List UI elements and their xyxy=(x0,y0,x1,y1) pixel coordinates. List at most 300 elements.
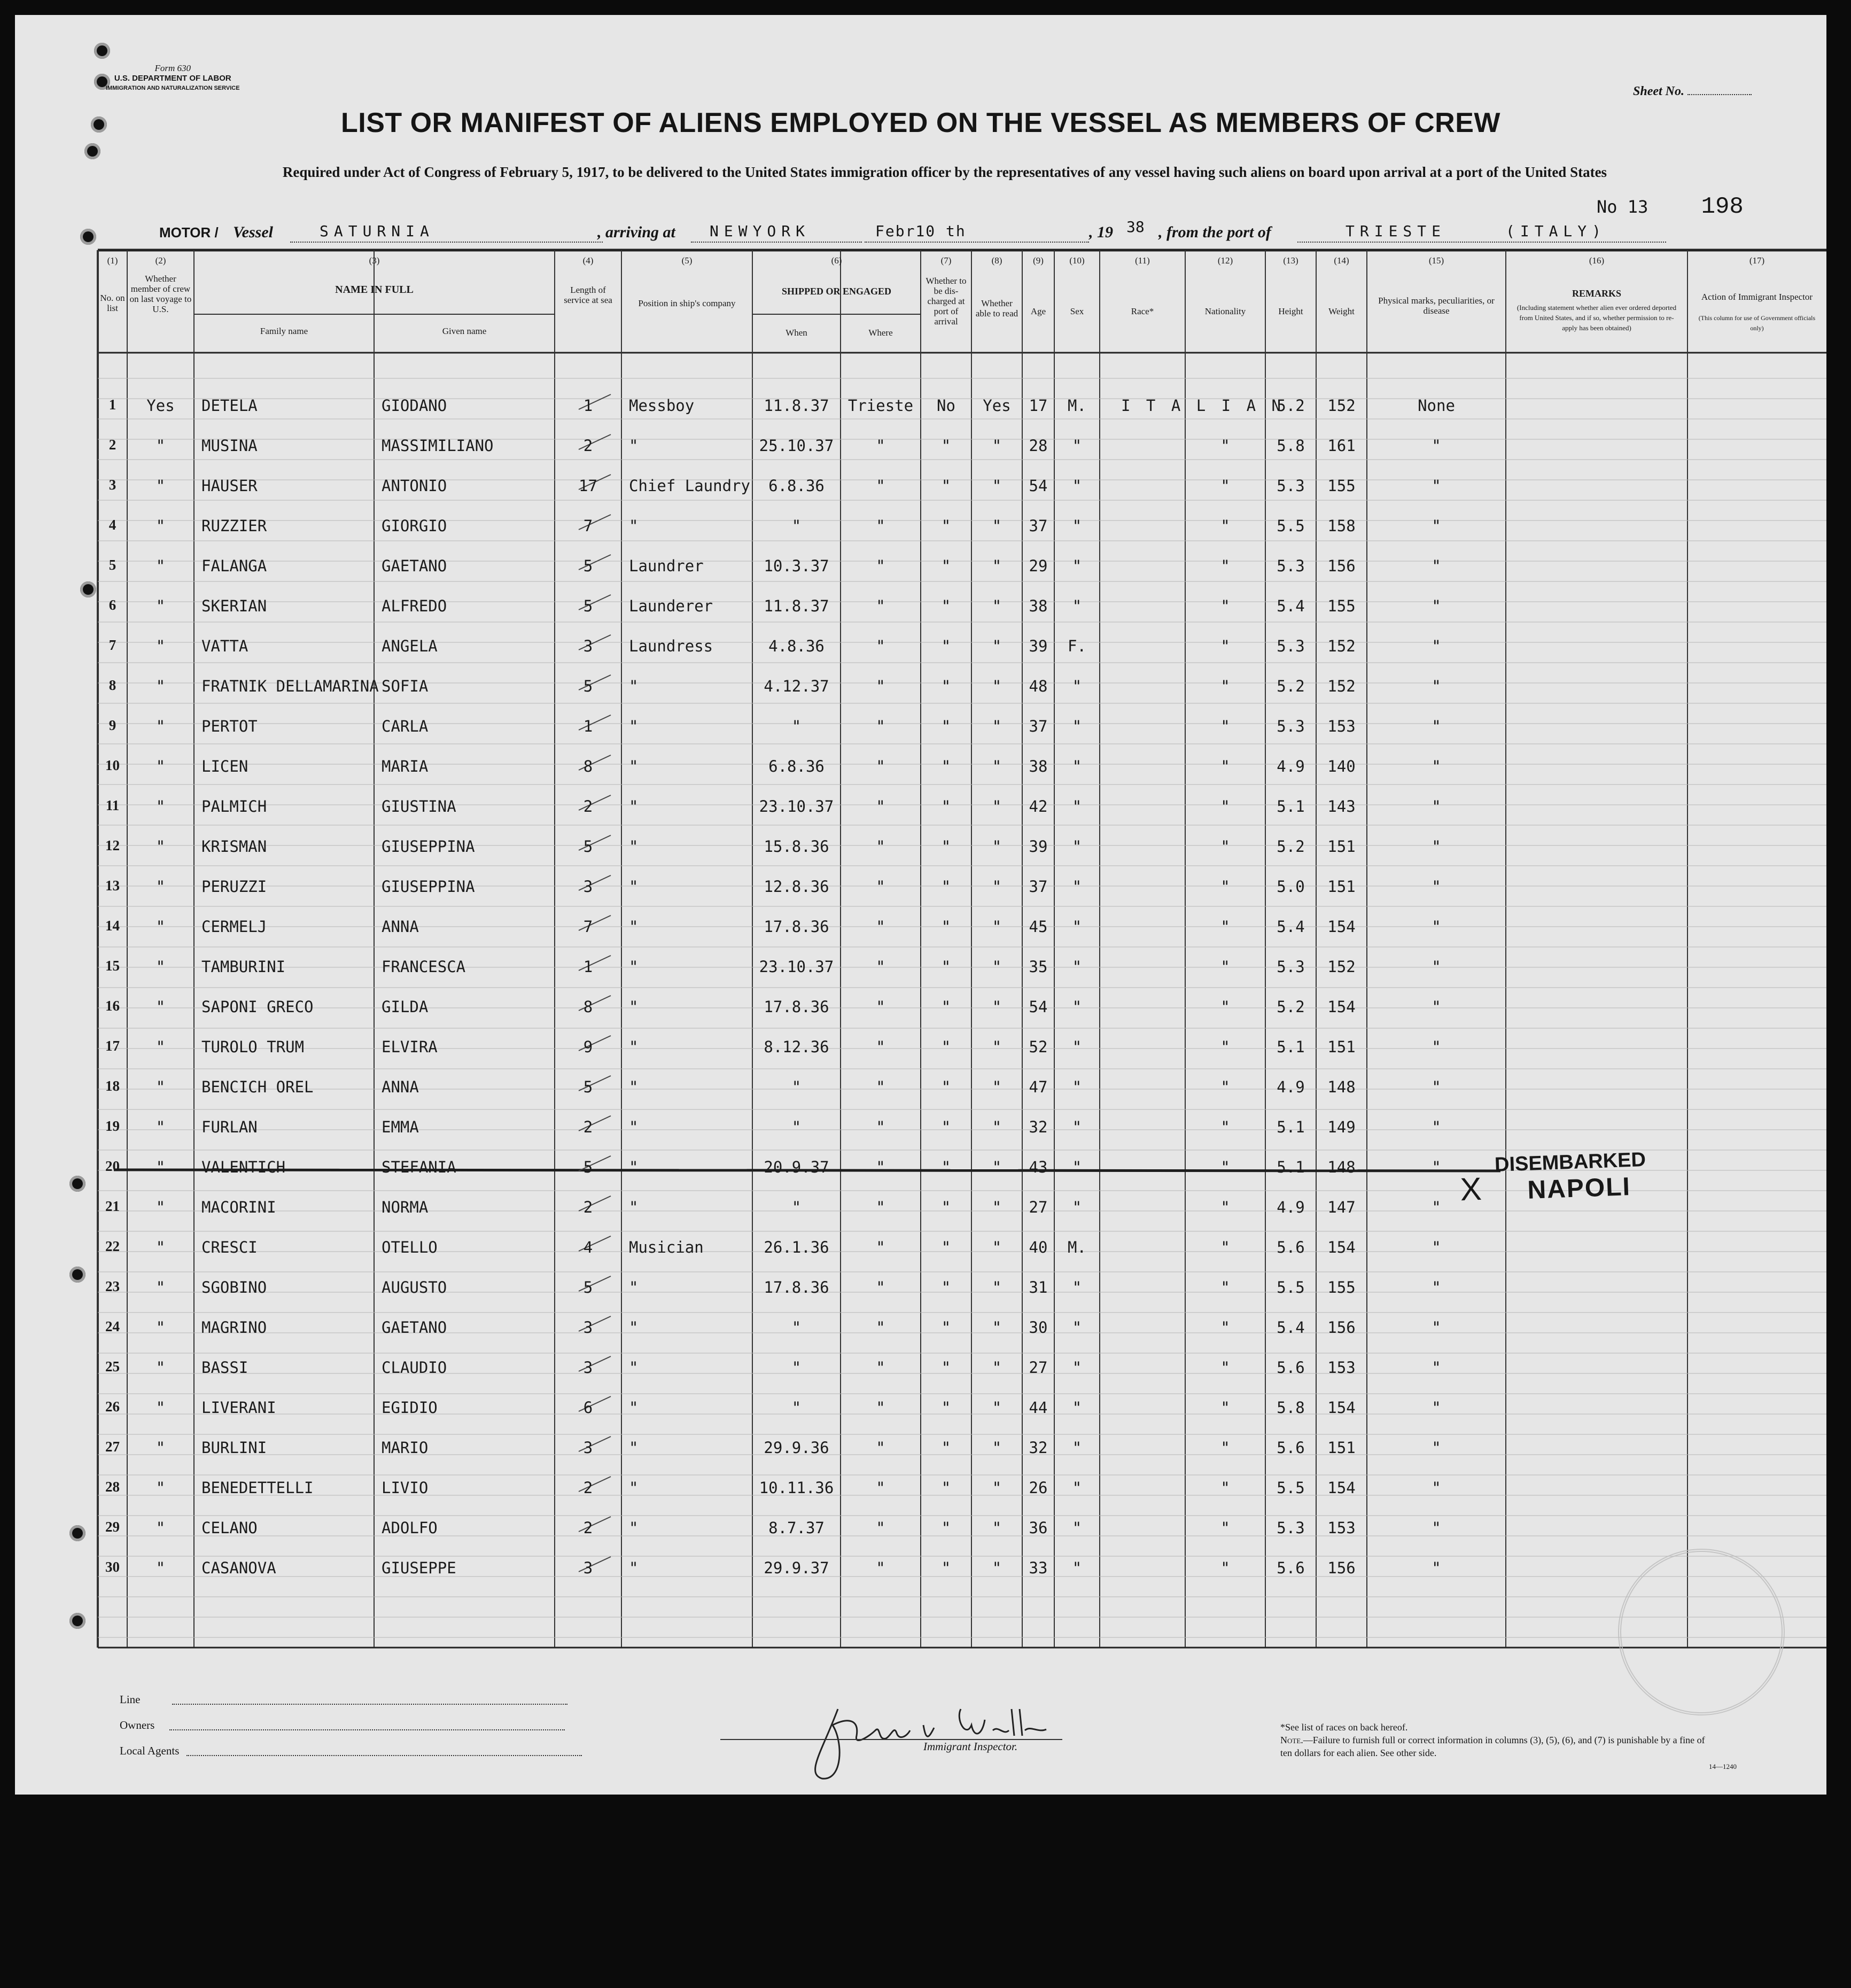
cell-no: 20 xyxy=(105,1158,120,1174)
cell-disch: " xyxy=(941,1078,951,1096)
cell-height: 5.3 xyxy=(1277,1519,1305,1537)
cell-when: 8.7.37 xyxy=(768,1519,825,1537)
cell-sex: " xyxy=(1072,677,1082,695)
cell-len: 5 xyxy=(583,597,593,615)
header-where: Where xyxy=(868,328,893,338)
column-number: (8) xyxy=(991,255,1002,266)
cell-where: " xyxy=(876,877,885,896)
cell-disch: " xyxy=(941,998,951,1016)
cell-len: 3 xyxy=(583,637,593,655)
cell-nat: " xyxy=(1220,1318,1230,1337)
cell-when: 23.10.37 xyxy=(759,797,834,816)
cell-no: 26 xyxy=(105,1399,120,1415)
cell-age: 54 xyxy=(1029,477,1048,495)
cell-sex: " xyxy=(1072,1559,1082,1577)
cell-weight: 158 xyxy=(1327,517,1356,535)
cell-age: 37 xyxy=(1029,877,1048,896)
cell-disch: " xyxy=(941,1198,951,1216)
cell-phys: " xyxy=(1432,797,1441,816)
cell-last: " xyxy=(155,1038,166,1056)
cell-where: " xyxy=(876,517,885,535)
cell-sex: " xyxy=(1072,717,1082,735)
cell-last: " xyxy=(155,958,166,976)
cell-height: 5.3 xyxy=(1277,477,1305,495)
cell-weight: 140 xyxy=(1327,757,1356,775)
cell-age: 17 xyxy=(1029,397,1048,415)
cell-given: ELVIRA xyxy=(382,1038,438,1056)
cell-no: 6 xyxy=(108,597,116,613)
cell-age: 52 xyxy=(1029,1038,1048,1056)
cell-given: MARIO xyxy=(382,1439,429,1457)
cell-read: " xyxy=(992,998,1002,1016)
cell-family: MAGRINO xyxy=(201,1318,267,1337)
cell-len: 1 xyxy=(583,717,593,735)
cell-weight: 149 xyxy=(1327,1118,1356,1136)
cell-phys: " xyxy=(1432,437,1441,455)
cell-read: " xyxy=(992,1519,1002,1537)
cell-when: " xyxy=(791,1198,802,1216)
cell-when: 25.10.37 xyxy=(759,437,834,455)
cell-where: " xyxy=(876,1198,885,1216)
inspector-caption: Immigrant Inspector. xyxy=(923,1740,1018,1753)
cell-pos: " xyxy=(629,998,639,1016)
cell-no: 2 xyxy=(108,437,116,453)
cell-where: " xyxy=(876,1078,885,1096)
cell-len: 5 xyxy=(583,557,593,575)
cell-height: 5.1 xyxy=(1277,797,1305,816)
cell-family: SGOBINO xyxy=(201,1278,267,1296)
cell-height: 5.1 xyxy=(1277,1158,1305,1176)
cell-no: 17 xyxy=(105,1038,120,1054)
cell-family: BASSI xyxy=(201,1358,248,1377)
cell-age: 37 xyxy=(1029,717,1048,735)
cell-where: " xyxy=(876,757,885,775)
cell-no: 13 xyxy=(105,877,120,894)
cell-pos: " xyxy=(629,1479,639,1497)
cell-weight: 152 xyxy=(1327,397,1356,415)
cell-where: " xyxy=(876,1158,885,1176)
cell-nat: " xyxy=(1220,1158,1230,1176)
cell-when: 26.1.36 xyxy=(764,1238,829,1256)
cell-sex: " xyxy=(1072,837,1082,856)
cell-nat: " xyxy=(1220,1439,1230,1457)
cell-phys: " xyxy=(1432,1318,1441,1337)
cell-no: 29 xyxy=(105,1519,120,1535)
cell-where: " xyxy=(876,1318,885,1337)
cell-given: GIUSEPPE xyxy=(382,1559,456,1577)
cell-height: 5.0 xyxy=(1277,877,1305,896)
cell-read: " xyxy=(992,918,1002,936)
cell-family: SKERIAN xyxy=(201,597,267,615)
cell-given: AUGUSTO xyxy=(382,1278,447,1296)
cell-last: Yes xyxy=(146,397,175,415)
cell-family: VATTA xyxy=(201,637,248,655)
cell-given: SOFIA xyxy=(382,677,429,695)
cell-given: GIUSEPPINA xyxy=(382,837,475,856)
cell-given: GIUSEPPINA xyxy=(382,877,475,896)
cell-phys: " xyxy=(1432,637,1441,655)
cell-pos: " xyxy=(629,757,639,775)
cell-where: " xyxy=(876,717,885,735)
header-weight: Weight xyxy=(1328,306,1355,316)
cell-height: 5.5 xyxy=(1277,1479,1305,1497)
cell-where: Trieste xyxy=(847,397,914,415)
cell-read: " xyxy=(992,637,1002,655)
cell-read: " xyxy=(992,717,1002,735)
cell-sex: " xyxy=(1072,918,1082,936)
cell-no: 22 xyxy=(105,1238,120,1254)
races-note xyxy=(1280,1721,1708,1759)
inspector-signature xyxy=(800,1688,1057,1789)
column-number: (13) xyxy=(1283,255,1298,266)
cell-phys: " xyxy=(1432,918,1441,936)
cell-age: 45 xyxy=(1029,918,1048,936)
cell-disch: " xyxy=(941,1559,951,1577)
cell-pos: Musician xyxy=(629,1238,704,1256)
cell-family: MUSINA xyxy=(201,437,258,455)
cell-when: 6.8.36 xyxy=(768,757,825,775)
cell-pos: " xyxy=(629,1038,639,1056)
cell-age: 43 xyxy=(1029,1158,1048,1176)
cell-disch: " xyxy=(941,1358,951,1377)
cell-phys: " xyxy=(1432,1078,1441,1096)
cell-height: 5.1 xyxy=(1277,1118,1305,1136)
cell-len: 3 xyxy=(583,1318,593,1337)
cell-sex: M. xyxy=(1068,397,1086,415)
cell-family: FALANGA xyxy=(201,557,267,575)
cell-no: 16 xyxy=(105,998,120,1014)
column-number: (1) xyxy=(107,255,118,266)
cell-age: 29 xyxy=(1029,557,1048,575)
cell-height: 5.8 xyxy=(1277,437,1305,455)
cell-family: LIVERANI xyxy=(201,1399,276,1417)
from-label: , from the port of xyxy=(1158,223,1271,241)
cell-where: " xyxy=(876,637,885,655)
cell-disch: " xyxy=(941,677,951,695)
cell-last: " xyxy=(155,517,166,535)
form-number: Form 630 xyxy=(154,63,191,73)
cell-when: 10.3.37 xyxy=(764,557,829,575)
cell-no: 11 xyxy=(105,797,120,813)
cell-no: 27 xyxy=(105,1439,120,1455)
cell-disch: " xyxy=(941,1038,951,1056)
cell-weight: 151 xyxy=(1327,837,1356,856)
cell-when: 20.9.37 xyxy=(764,1158,829,1176)
cell-given: OTELLO xyxy=(382,1238,438,1256)
country: (ITALY) xyxy=(1506,222,1607,240)
cell-height: 5.4 xyxy=(1277,1318,1305,1337)
header-position: Position in ship's company xyxy=(638,298,736,308)
cell-read: " xyxy=(992,1238,1002,1256)
cell-last: " xyxy=(155,998,166,1016)
cell-weight: 153 xyxy=(1327,717,1356,735)
cell-phys: " xyxy=(1432,1198,1441,1216)
cell-given: STEFANIA xyxy=(382,1158,456,1176)
cell-pos: " xyxy=(629,1078,639,1096)
cell-weight: 156 xyxy=(1327,1318,1356,1337)
cell-phys: " xyxy=(1432,958,1441,976)
cell-sex: " xyxy=(1072,1519,1082,1537)
cell-when: 11.8.37 xyxy=(764,397,829,415)
cell-family: PERUZZI xyxy=(201,877,267,896)
header-able-to-read: Whether able to read xyxy=(975,298,1018,319)
cell-sex: " xyxy=(1072,1078,1082,1096)
cell-where: " xyxy=(876,837,885,856)
cell-where: " xyxy=(876,1238,885,1256)
cell-no: 15 xyxy=(105,958,120,974)
cell-sex: " xyxy=(1072,597,1082,615)
cell-disch: " xyxy=(941,477,951,495)
cell-read: " xyxy=(992,1358,1002,1377)
cell-read: " xyxy=(992,1078,1002,1096)
cell-len: 9 xyxy=(583,1038,593,1056)
cell-weight: 153 xyxy=(1327,1358,1356,1377)
cell-sex: " xyxy=(1072,877,1082,896)
cell-disch: " xyxy=(941,1278,951,1296)
cell-phys: " xyxy=(1432,1238,1441,1256)
line-label: Line xyxy=(120,1693,141,1706)
cell-read: " xyxy=(992,517,1002,535)
cell-len: 17 xyxy=(579,477,597,495)
cell-read: " xyxy=(992,1399,1002,1417)
document-subtitle: Required under Act of Congress of February 5, 1917, to be delivered to the United States immigration officer by the representatives of any vessel having such aliens on board upon arrival at a port of the United States xyxy=(282,164,1607,180)
cell-when: 17.8.36 xyxy=(764,918,829,936)
cell-last: " xyxy=(155,1479,166,1497)
header-remarks: REMARKS xyxy=(1572,288,1621,299)
cell-height: 5.4 xyxy=(1277,597,1305,615)
cell-pos: " xyxy=(629,1399,639,1417)
cell-sex: " xyxy=(1072,1118,1082,1136)
cell-age: 32 xyxy=(1029,1118,1048,1136)
header-family-name: Family name xyxy=(260,326,308,336)
cell-family: PALMICH xyxy=(201,797,267,816)
cell-disch: " xyxy=(941,437,951,455)
cell-family: BENEDETTELLI xyxy=(201,1479,314,1497)
cell-race: I T A L I A N xyxy=(1121,397,1284,415)
stamp-line-1: DISEMBARKED xyxy=(1494,1148,1646,1176)
cell-read: " xyxy=(992,837,1002,856)
cell-given: ALFREDO xyxy=(382,597,447,615)
cell-no: 1 xyxy=(108,397,116,413)
year-suffix: 38 xyxy=(1126,218,1145,236)
cell-weight: 156 xyxy=(1327,1559,1356,1577)
cell-read: " xyxy=(992,597,1002,615)
cell-weight: 154 xyxy=(1327,1238,1356,1256)
cell-last: " xyxy=(155,637,166,655)
cell-no: 7 xyxy=(108,637,116,653)
cell-age: 27 xyxy=(1029,1198,1048,1216)
cell-nat: " xyxy=(1220,1358,1230,1377)
cell-disch: " xyxy=(941,837,951,856)
cell-age: 38 xyxy=(1029,757,1048,775)
cell-weight: 143 xyxy=(1327,797,1356,816)
header-no-on-list: No. on list xyxy=(100,293,125,313)
cell-phys: " xyxy=(1432,1559,1441,1577)
cell-nat: " xyxy=(1220,918,1230,936)
cell-last: " xyxy=(155,1238,166,1256)
cell-weight: 148 xyxy=(1327,1078,1356,1096)
cell-read: " xyxy=(992,757,1002,775)
cell-disch: " xyxy=(941,517,951,535)
cell-last: " xyxy=(155,1198,166,1216)
cell-height: 5.2 xyxy=(1277,397,1305,415)
cell-pos: " xyxy=(629,1358,639,1377)
cell-len: 3 xyxy=(583,1439,593,1457)
cell-height: 5.6 xyxy=(1277,1238,1305,1256)
cell-phys: " xyxy=(1432,557,1441,575)
column-number: (10) xyxy=(1069,255,1085,266)
cell-when: " xyxy=(791,1078,802,1096)
cell-no: 18 xyxy=(105,1078,120,1094)
cell-age: 32 xyxy=(1029,1439,1048,1457)
cell-pos: " xyxy=(629,1318,639,1337)
cell-when: 8.12.36 xyxy=(764,1038,829,1056)
cell-when: 17.8.36 xyxy=(764,1278,829,1296)
year-prefix: , 19 xyxy=(1089,223,1113,241)
cell-when: 23.10.37 xyxy=(759,958,834,976)
cell-where: " xyxy=(876,797,885,816)
header-physical: Physical marks, peculiarities, or disease xyxy=(1378,296,1495,316)
header-length-service: Length of service at sea xyxy=(564,285,612,305)
cell-read: " xyxy=(992,797,1002,816)
cell-last: " xyxy=(155,757,166,775)
cell-when: " xyxy=(791,1118,802,1136)
cell-last: " xyxy=(155,557,166,575)
cell-len: 1 xyxy=(583,958,593,976)
cell-phys: " xyxy=(1432,1038,1441,1056)
cell-phys: " xyxy=(1432,998,1441,1016)
cell-weight: 155 xyxy=(1327,597,1356,615)
cell-when: 10.11.36 xyxy=(759,1479,834,1497)
cell-len: 2 xyxy=(583,437,593,455)
cell-len: 6 xyxy=(583,1399,593,1417)
cell-family: VALENTICH xyxy=(201,1158,286,1176)
cell-given: CARLA xyxy=(382,717,429,735)
cell-read: " xyxy=(992,1559,1002,1577)
cell-given: GIUSTINA xyxy=(382,797,456,816)
cell-age: 37 xyxy=(1029,517,1048,535)
cell-no: 4 xyxy=(108,517,116,533)
x-mark: X xyxy=(1459,1170,1482,1208)
header-height: Height xyxy=(1278,306,1303,316)
cell-nat: " xyxy=(1220,677,1230,695)
cell-weight: 152 xyxy=(1327,677,1356,695)
cell-given: EMMA xyxy=(382,1118,419,1136)
cell-given: GILDA xyxy=(382,998,429,1016)
cell-disch: " xyxy=(941,918,951,936)
cell-read: " xyxy=(992,1278,1002,1296)
cell-disch: " xyxy=(941,1399,951,1417)
cell-height: 5.6 xyxy=(1277,1559,1305,1577)
cell-no: 12 xyxy=(105,837,120,853)
cell-no: 30 xyxy=(105,1559,120,1575)
cell-age: 38 xyxy=(1029,597,1048,615)
cell-pos: " xyxy=(629,877,639,896)
local-agents-label: Local Agents xyxy=(120,1744,180,1757)
cell-weight: 147 xyxy=(1327,1198,1356,1216)
cell-phys: " xyxy=(1432,677,1441,695)
header-remarks-note: (Including statement whether alien ever ordered deported from United States, and if so, whether permission to re-apply has been obtained) xyxy=(1516,304,1677,332)
cell-disch: " xyxy=(941,637,951,655)
cell-sex: " xyxy=(1072,998,1082,1016)
cell-weight: 152 xyxy=(1327,958,1356,976)
cell-read: Yes xyxy=(983,397,1011,415)
column-number: (2) xyxy=(155,255,166,266)
cell-given: ANNA xyxy=(382,918,419,936)
cell-pos: Chief Laundry xyxy=(629,477,750,495)
cell-weight: 155 xyxy=(1327,1278,1356,1296)
cell-family: TUROLO TRUM xyxy=(201,1038,305,1056)
vessel-label: Vessel xyxy=(233,223,273,241)
cell-last: " xyxy=(155,717,166,735)
department: U.S. DEPARTMENT OF LABOR xyxy=(114,74,231,83)
cell-age: 48 xyxy=(1029,677,1048,695)
cell-weight: 151 xyxy=(1327,1439,1356,1457)
cell-nat: " xyxy=(1220,1559,1230,1577)
cell-len: 2 xyxy=(583,1198,593,1216)
header-member-last-voyage: Whether member of crew on last voyage to U.S. xyxy=(129,274,192,314)
cell-age: 27 xyxy=(1029,1358,1048,1377)
cell-age: 26 xyxy=(1029,1479,1048,1497)
cell-len: 8 xyxy=(583,998,593,1016)
cell-nat: " xyxy=(1220,1278,1230,1296)
cell-last: " xyxy=(155,1278,166,1296)
cell-given: ANNA xyxy=(382,1078,419,1096)
cell-where: " xyxy=(876,1118,885,1136)
arriving-label: , arriving at xyxy=(597,223,675,241)
cell-nat: " xyxy=(1220,437,1230,455)
cell-disch: " xyxy=(941,1238,951,1256)
cell-where: " xyxy=(876,677,885,695)
cell-height: 5.1 xyxy=(1277,1038,1305,1056)
cell-given: NORMA xyxy=(382,1198,429,1216)
cell-sex: " xyxy=(1072,1318,1082,1337)
cell-given: GIORGIO xyxy=(382,517,447,535)
cell-disch: " xyxy=(941,1158,951,1176)
header-nationality: Nationality xyxy=(1204,306,1246,316)
cell-last: " xyxy=(155,1358,166,1377)
cell-when: 15.8.36 xyxy=(764,837,829,856)
cell-no: 21 xyxy=(105,1198,120,1214)
cell-sex: M. xyxy=(1068,1238,1086,1256)
service: IMMIGRATION AND NATURALIZATION SERVICE xyxy=(106,85,240,91)
column-number: (6) xyxy=(831,255,842,266)
cell-when: 12.8.36 xyxy=(764,877,829,896)
cell-when: 17.8.36 xyxy=(764,998,829,1016)
cell-weight: 154 xyxy=(1327,918,1356,936)
cell-family: FRATNIK DELLAMARINA xyxy=(201,677,379,695)
cell-family: PERTOT xyxy=(201,717,258,735)
cell-age: 47 xyxy=(1029,1078,1048,1096)
column-number: (16) xyxy=(1589,255,1605,266)
cell-len: 3 xyxy=(583,877,593,896)
cell-when: 6.8.36 xyxy=(768,477,825,495)
cell-pos: " xyxy=(629,1158,639,1176)
cell-last: " xyxy=(155,1158,166,1176)
cell-nat: " xyxy=(1220,557,1230,575)
cell-no: 28 xyxy=(105,1479,120,1495)
cell-len: 2 xyxy=(583,797,593,816)
cell-disch: " xyxy=(941,717,951,735)
arrival-port: NEWYORK xyxy=(710,222,811,240)
cell-family: TAMBURINI xyxy=(201,958,286,976)
column-number: (9) xyxy=(1033,255,1044,266)
cell-where: " xyxy=(876,1038,885,1056)
cell-sex: " xyxy=(1072,517,1082,535)
cell-weight: 152 xyxy=(1327,637,1356,655)
column-number: (11) xyxy=(1135,255,1150,266)
cell-weight: 148 xyxy=(1327,1158,1356,1176)
